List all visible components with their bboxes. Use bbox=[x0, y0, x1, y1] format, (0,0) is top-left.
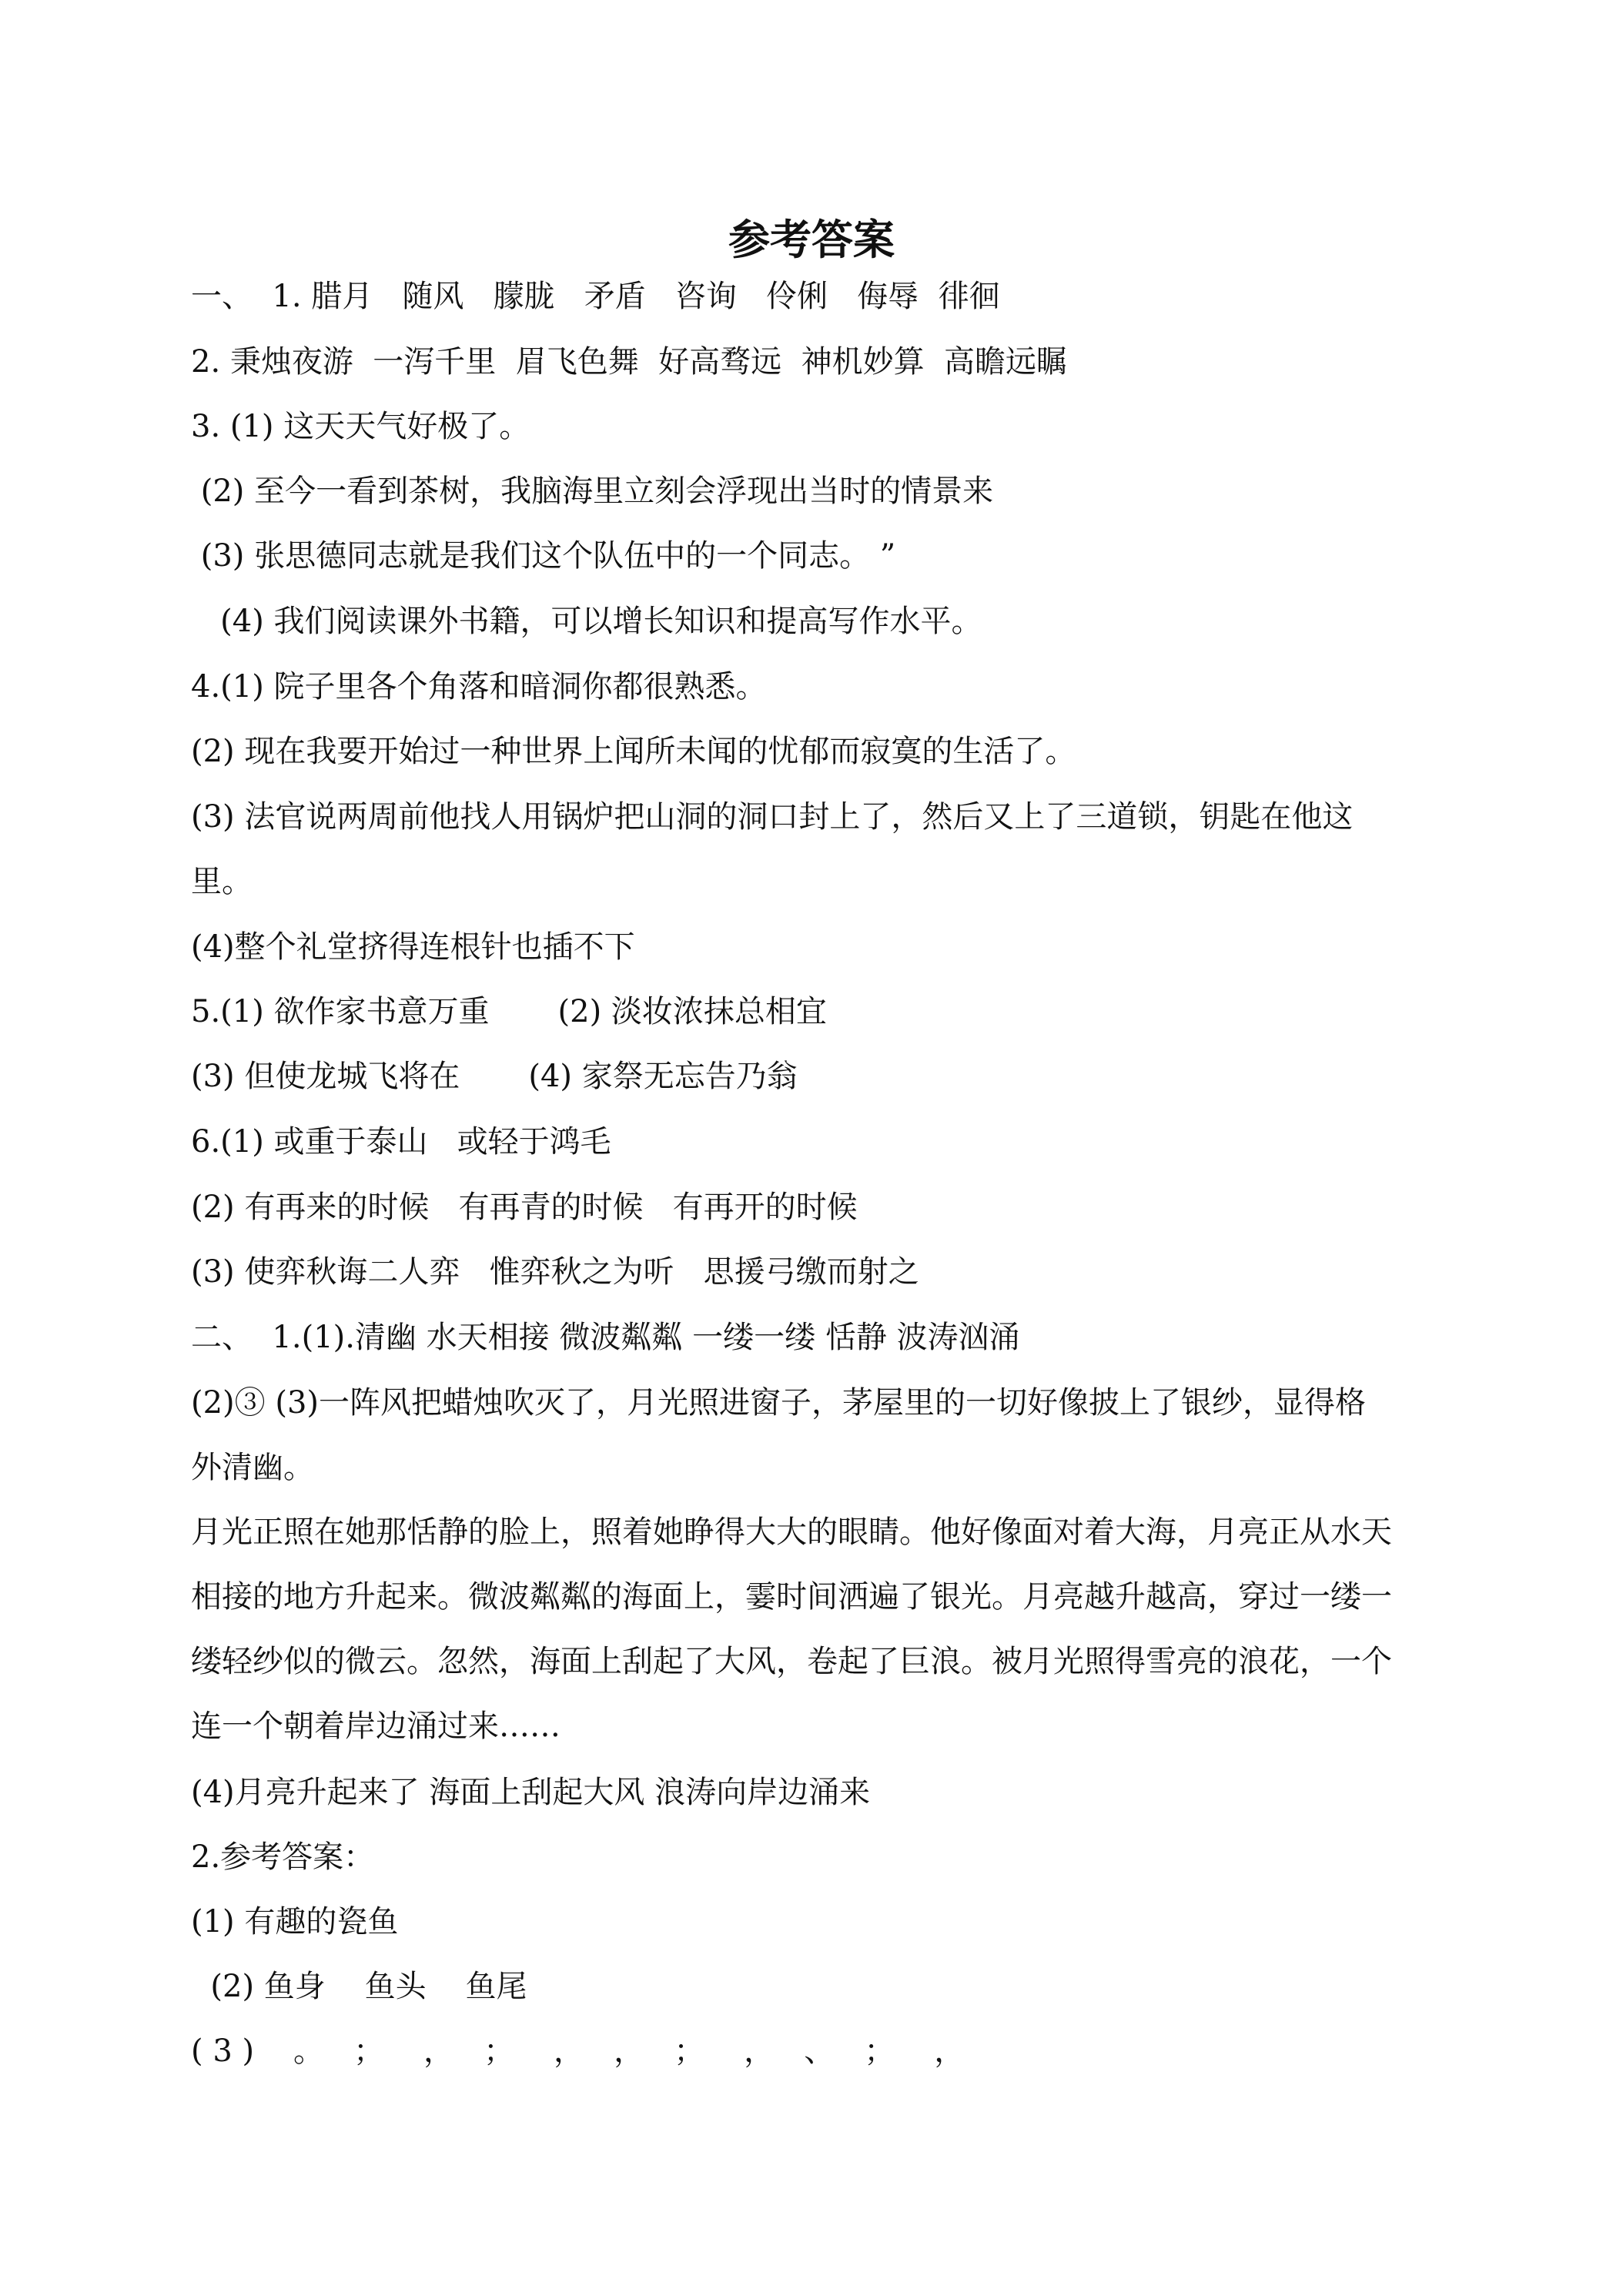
answer-line: 二、 1.(1).清幽 水天相接 微波粼粼 一缕一缕 恬静 波涛汹涌 bbox=[191, 1320, 1020, 1355]
page-title: 参考答案 bbox=[728, 216, 895, 264]
answer-line: (3) 法官说两周前他找人用锅炉把山洞的洞口封上了，然后又上了三道锁，钥匙在他这 bbox=[191, 799, 1354, 835]
answer-line: 2.参考答案： bbox=[191, 1839, 375, 1875]
answer-line: (3) 但使龙城飞将在 (4) 家祭无忘告乃翁 bbox=[191, 1059, 798, 1094]
answer-line: 外清幽。 bbox=[191, 1450, 314, 1485]
answer-line: (2) 鱼身 鱼头 鱼尾 bbox=[191, 1969, 527, 2004]
answer-line: 里。 bbox=[191, 864, 253, 899]
answer-line: (2) 至今一看到茶树，我脑海里立刻会浮现出当时的情景来 bbox=[191, 474, 994, 509]
answer-line: (4)月亮升起来了 海面上刮起大风 浪涛向岸边涌来 bbox=[191, 1775, 871, 1810]
answer-line: 5.(1) 欲作家书意万重 (2) 淡妆浓抹总相宜 bbox=[191, 994, 827, 1029]
answer-line: 一、 1. 腊月 随风 朦胧 矛盾 咨询 伶俐 侮辱 徘徊 bbox=[191, 279, 1000, 314]
answer-line: 缕轻纱似的微云。忽然，海面上刮起了大风，卷起了巨浪。被月光照得雪亮的浪花，一个 bbox=[191, 1644, 1392, 1679]
answer-line: (3) 张思德同志就是我们这个队伍中的一个同志。 ” bbox=[191, 538, 896, 574]
answer-line: 相接的地方升起来。微波粼粼的海面上，霎时间洒遍了银光。月亮越升越高，穿过一缕一 bbox=[191, 1579, 1392, 1615]
answer-line: (2) 有再来的时候 有再青的时候 有再开的时候 bbox=[191, 1190, 858, 1225]
answer-line: (2) 现在我要开始过一种世界上闻所未闻的忧郁而寂寞的生活了。 bbox=[191, 734, 1076, 769]
answer-line: 4.(1) 院子里各个角落和暗洞你都很熟悉。 bbox=[191, 669, 767, 705]
answer-line: 6.(1) 或重于泰山 或轻于鸿毛 bbox=[191, 1124, 611, 1160]
answer-line: 3. (1) 这天天气好极了。 bbox=[191, 409, 530, 444]
answer-line: (4) 我们阅读课外书籍，可以增长知识和提高写作水平。 bbox=[191, 604, 982, 639]
answer-line: ( 3 ) 。 ； ， ； ， ， ； ， 、 ； ， bbox=[191, 2033, 965, 2069]
answer-line: 月光正照在她那恬静的脸上，照着她睁得大大的眼睛。他好像面对着大海，月亮正从水天 bbox=[191, 1514, 1392, 1550]
answer-line: 2. 秉烛夜游 一泻千里 眉飞色舞 好高骛远 神机妙算 高瞻远瞩 bbox=[191, 344, 1068, 380]
answer-line: (2)③ (3)一阵风把蜡烛吹灭了，月光照进窗子，茅屋里的一切好像披上了银纱，显得格 bbox=[191, 1385, 1367, 1421]
answer-line: (4)整个礼堂挤得连根针也插不下 bbox=[191, 929, 635, 965]
answer-line: 连一个朝着岸边涌过来…… bbox=[191, 1709, 561, 1744]
answer-line: (3) 使弈秋诲二人弈 惟弈秋之为听 思援弓缴而射之 bbox=[191, 1254, 919, 1290]
answer-line: (1) 有趣的瓷鱼 bbox=[191, 1904, 399, 1940]
